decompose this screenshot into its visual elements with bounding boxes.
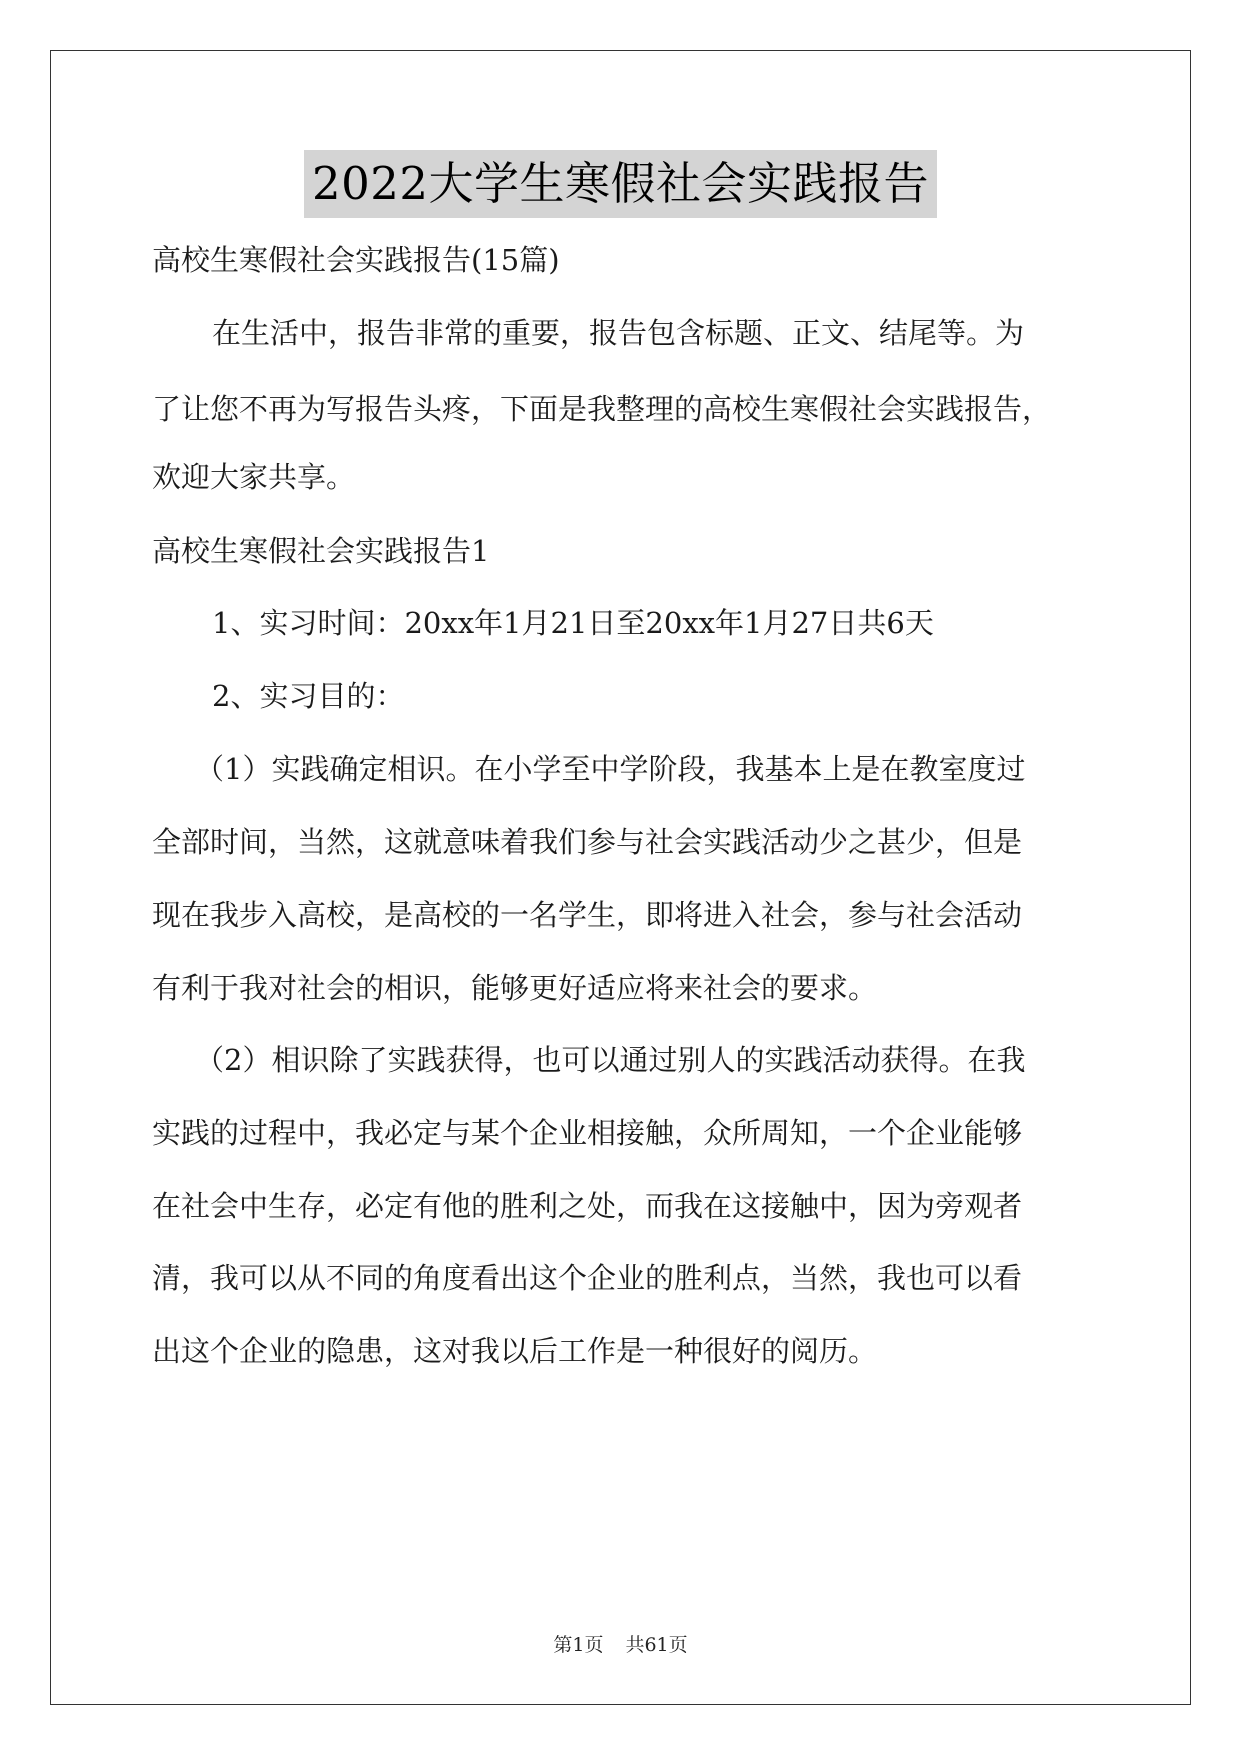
body-line: （1）实践确定相识。在小学至中学阶段，我基本上是在教室度过 [195,752,1026,786]
section-heading: 高校生寒假社会实践报告1 [152,534,490,568]
subtitle-line: 高校生寒假社会实践报告(15篇) [152,243,560,277]
page-footer [0,1632,1241,1658]
page-total: 共61页 [625,1634,688,1656]
body-line: 了让您不再为写报告头疼，下面是我整理的高校生寒假社会实践报告， [152,392,1052,426]
body-line: 在社会中生存，必定有他的胜利之处，而我在这接触中，因为旁观者 [152,1189,1023,1223]
body-line: 2、实习目的： [212,679,405,713]
page-border [50,50,1191,1705]
page-number: 第1页 [553,1634,604,1656]
body-line: 在生活中，报告非常的重要，报告包含标题、正文、结尾等。为 [212,316,1025,350]
body-line: 实践的过程中，我必定与某个企业相接触，众所周知，一个企业能够 [152,1116,1023,1150]
body-line: 现在我步入高校，是高校的一名学生，即将进入社会，参与社会活动 [152,898,1023,932]
body-line: 全部时间，当然，这就意味着我们参与社会实践活动少之甚少，但是 [152,825,1023,859]
body-line: 欢迎大家共享。 [152,460,356,494]
body-line: （2）相识除了实践获得，也可以通过别人的实践活动获得。在我 [195,1043,1026,1077]
body-line: 有利于我对社会的相识，能够更好适应将来社会的要求。 [152,971,878,1005]
title-container [0,150,1241,218]
body-line: 出这个企业的隐患，这对我以后工作是一种很好的阅历。 [152,1334,878,1368]
body-line: 1、实习时间：20xx年1月21日至20xx年1月27日共6天 [212,606,934,640]
document-title: 2022大学生寒假社会实践报告 [304,150,937,218]
body-line: 清，我可以从不同的角度看出这个企业的胜利点，当然，我也可以看 [152,1261,1023,1295]
